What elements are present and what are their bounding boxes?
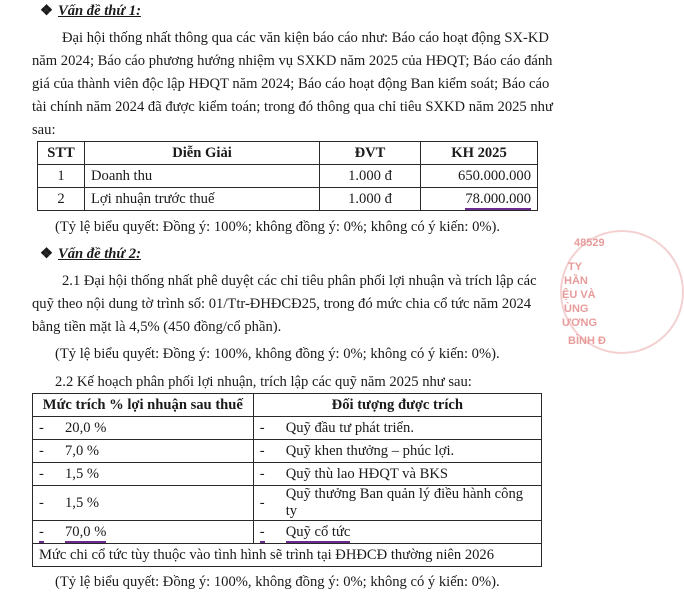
- stamp-text: ƯƠNG: [562, 317, 598, 329]
- cell: [59, 521, 253, 544]
- col-header: Diễn Giải: [85, 142, 320, 165]
- table-footer-note: Mức chi cổ tức tùy thuộc vào tình hình sẽ trình tại ĐHĐCĐ thường niên 2026: [33, 544, 542, 567]
- cell: 1.000 đ: [320, 188, 421, 211]
- company-seal-stamp: [560, 230, 630, 370]
- highlighted-value: 70,0 %: [65, 524, 106, 543]
- col-header: Mức trích % lợi nhuận sau thuế: [33, 394, 254, 417]
- cell: -: [33, 463, 60, 486]
- stamp-text: HẦN: [564, 275, 588, 287]
- sec2-vote-2: (Tỷ lệ biểu quyết: Đồng ý: 100%, không đồng ý: 0%; không có ý kiến: 0%).: [55, 574, 500, 590]
- profit-distribution-table: [32, 393, 542, 567]
- sec1-para-line: Đại hội thống nhất thông qua các văn kiện báo cáo như: Báo cáo hoạt động SX-KD: [62, 30, 549, 46]
- cell: Quỹ thù lao HĐQT và BKS: [280, 463, 542, 486]
- sec1-para-line: tài chính năm 2024 đã được kiểm toán; trong đó thông qua chỉ tiêu SXKD năm 2025 như: [32, 99, 553, 115]
- sec2-para-line: bằng tiền mặt là 4,5% (450 đồng/cổ phần).: [32, 319, 282, 335]
- table-row: [38, 165, 538, 188]
- cell: Lợi nhuận trước thuế: [85, 188, 320, 211]
- col-header: KH 2025: [421, 142, 538, 165]
- section-2-heading: ❖ Vấn đề thứ 2:: [40, 246, 141, 262]
- cell: -: [253, 417, 280, 440]
- stamp-text: TY: [568, 261, 583, 273]
- cell: Doanh thu: [85, 165, 320, 188]
- cell: 650.000.000: [421, 165, 538, 188]
- sec2-vote-1: (Tỷ lệ biểu quyết: Đồng ý: 100%, không đồng ý: 0%; không có ý kiến: 0%).: [55, 346, 500, 362]
- cell: 20,0 %: [59, 417, 253, 440]
- cell: 7,0 %: [59, 440, 253, 463]
- highlighted-value: 78.000.000: [465, 191, 531, 210]
- cell: -: [253, 486, 280, 521]
- cell: [253, 521, 280, 544]
- stamp-text: ỆU VÀ: [562, 289, 596, 301]
- diamond-bullet-icon: ❖: [40, 246, 54, 262]
- cell: 1,5 %: [59, 463, 253, 486]
- table-row: [33, 440, 542, 463]
- table-row: [33, 486, 542, 521]
- cell: Quỹ thưởng Ban quản lý điều hành công ty: [280, 486, 542, 521]
- cell: 1,5 %: [59, 486, 253, 521]
- diamond-bullet-icon: ❖: [40, 3, 54, 19]
- table-header-row: [33, 394, 542, 417]
- section-1-heading: ❖ Vấn đề thứ 1:: [40, 3, 141, 19]
- col-header: ĐVT: [320, 142, 421, 165]
- cell: [421, 188, 538, 211]
- col-header: STT: [38, 142, 85, 165]
- cell: Quỹ đầu tư phát triển.: [280, 417, 542, 440]
- stamp-text: 48529: [574, 237, 605, 249]
- kpi-table: [37, 141, 538, 211]
- cell: [33, 521, 60, 544]
- highlighted-value: -: [260, 524, 265, 543]
- table-footer-row: [33, 544, 542, 567]
- sec2-para-line: quỹ theo nội dung tờ trình số: 01/Ttr-ĐHĐCĐ25, trong đó mức chia cổ tức năm 2024: [32, 296, 532, 312]
- highlighted-value: Quỹ cổ tức: [286, 524, 351, 543]
- sec1-vote: (Tỷ lệ biểu quyết: Đồng ý: 100%; không đồng ý: 0%; không có ý kiến: 0%).: [55, 219, 501, 235]
- stamp-text: BÌNH Đ: [568, 335, 606, 347]
- col-header: Đối tượng được trích: [253, 394, 541, 417]
- table-header-row: [38, 142, 538, 165]
- table-row: [38, 188, 538, 211]
- table-row: [33, 417, 542, 440]
- cell: 2: [38, 188, 85, 211]
- cell: [280, 521, 542, 544]
- sec2-para-line: 2.1 Đại hội thống nhất phê duyệt các chỉ tiêu phân phối lợi nhuận và trích lập các: [62, 273, 537, 289]
- table-row: [33, 521, 542, 544]
- cell: 1: [38, 165, 85, 188]
- cell: -: [253, 463, 280, 486]
- stamp-text: ÙNG: [564, 303, 589, 315]
- cell: -: [33, 440, 60, 463]
- sec2-para22: 2.2 Kế hoạch phân phối lợi nhuận, trích lập các quỹ năm 2025 như sau:: [55, 374, 472, 390]
- cell: 1.000 đ: [320, 165, 421, 188]
- cell: -: [33, 486, 60, 521]
- sec1-para-line: năm 2024; Báo cáo phương hướng nhiệm vụ SXKD năm 2025 của HĐQT; Báo cáo đánh: [32, 53, 553, 69]
- cell: -: [33, 417, 60, 440]
- highlighted-value: -: [39, 524, 44, 543]
- cell: Quỹ khen thưởng – phúc lợi.: [280, 440, 542, 463]
- sec1-para-line: sau:: [32, 122, 56, 138]
- sec1-para-line: giá của thành viên độc lập HĐQT năm 2024; Báo cáo hoạt động Ban kiểm soát; Báo cáo: [32, 76, 550, 92]
- cell: -: [253, 440, 280, 463]
- table-row: [33, 463, 542, 486]
